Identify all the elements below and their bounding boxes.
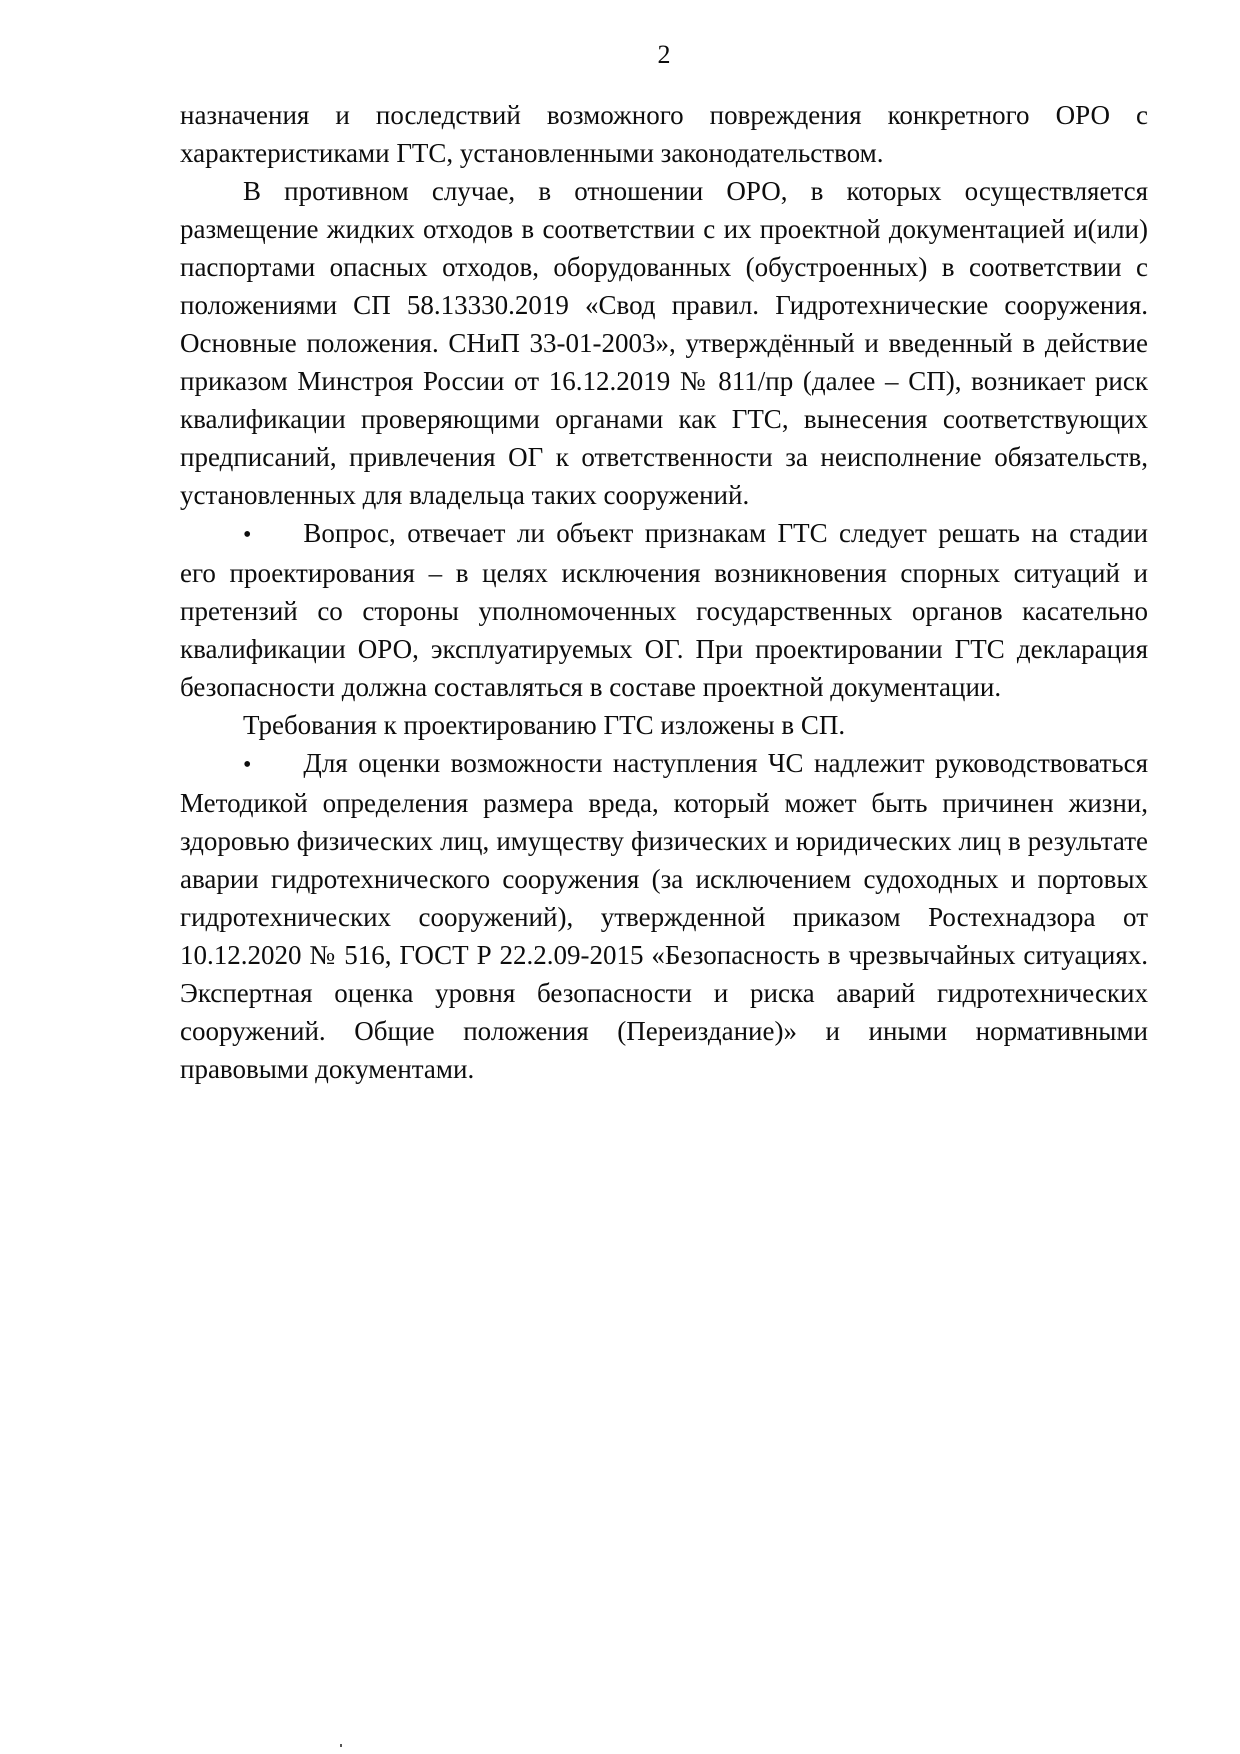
paragraph-text: Для оценки возможности наступления ЧС надлежит руководствоваться Методикой определения размера вреда, который может быть причинен жизни, здоровью физических лиц, имуществу физических и юридических лиц в результате аварии гидротехнического сооружения (за исключением судоходных и портовых гидротехнических сооружений), утвержденной приказом Ростехнадзора от 10.12.2020 № 516, ГОСТ Р 22.2.09-2015 «Безопасность в чрезвычайных ситуациях. Экспертная оценка уровня безопасности и риска аварий гидротехнических сооружений. Общие положения (Переиздание)» и иными нормативными правовыми документами. xyxy=(180,748,1148,1084)
scan-speckle xyxy=(340,1744,342,1747)
page-number: 2 xyxy=(657,40,671,69)
text-block xyxy=(180,96,1148,1088)
paragraph-text: Вопрос, отвечает ли объект признакам ГТС следует решать на стадии его проектирования – в целях исключения возникновения спорных ситуаций и претензий со стороны уполномоченных государственных органов касательно квалификации ОРО, эксплуатируемых ОГ. При проектировании ГТС декларация безопасности должна составляться в составе проектной документации. xyxy=(180,518,1148,702)
paragraph: В противном случае, в отношении ОРО, в которых осуществляется размещение жидких отходов в соответствии с их проектной документацией и(или) паспортами опасных отходов, оборудованных (обустроенных) в соответствии с положениями СП 58.13330.2019 «Свод правил. Гидротехнические сооружения. Основные положения. СНиП 33-01-2003», утверждённый и введенный в действие приказом Минстроя России от 16.12.2019 № 811/пр (далее – СП), возникает риск квалификации проверяющими органами как ГТС, вынесения соответствующих предписаний, привлечения ОГ к ответственности за неисполнение обязательств, установленных для владельца таких сооружений. xyxy=(180,176,1148,510)
paragraph: назначения и последствий возможного повреждения конкретного ОРО с характеристиками ГТС, установленными законодательством. xyxy=(180,100,1148,168)
bullet-paragraph xyxy=(180,514,1148,706)
bullet-icon: • xyxy=(243,752,252,778)
paragraph: Требования к проектированию ГТС изложены в СП. xyxy=(243,710,846,740)
bullet-paragraph xyxy=(180,744,1148,1088)
bullet-icon: • xyxy=(243,522,252,548)
